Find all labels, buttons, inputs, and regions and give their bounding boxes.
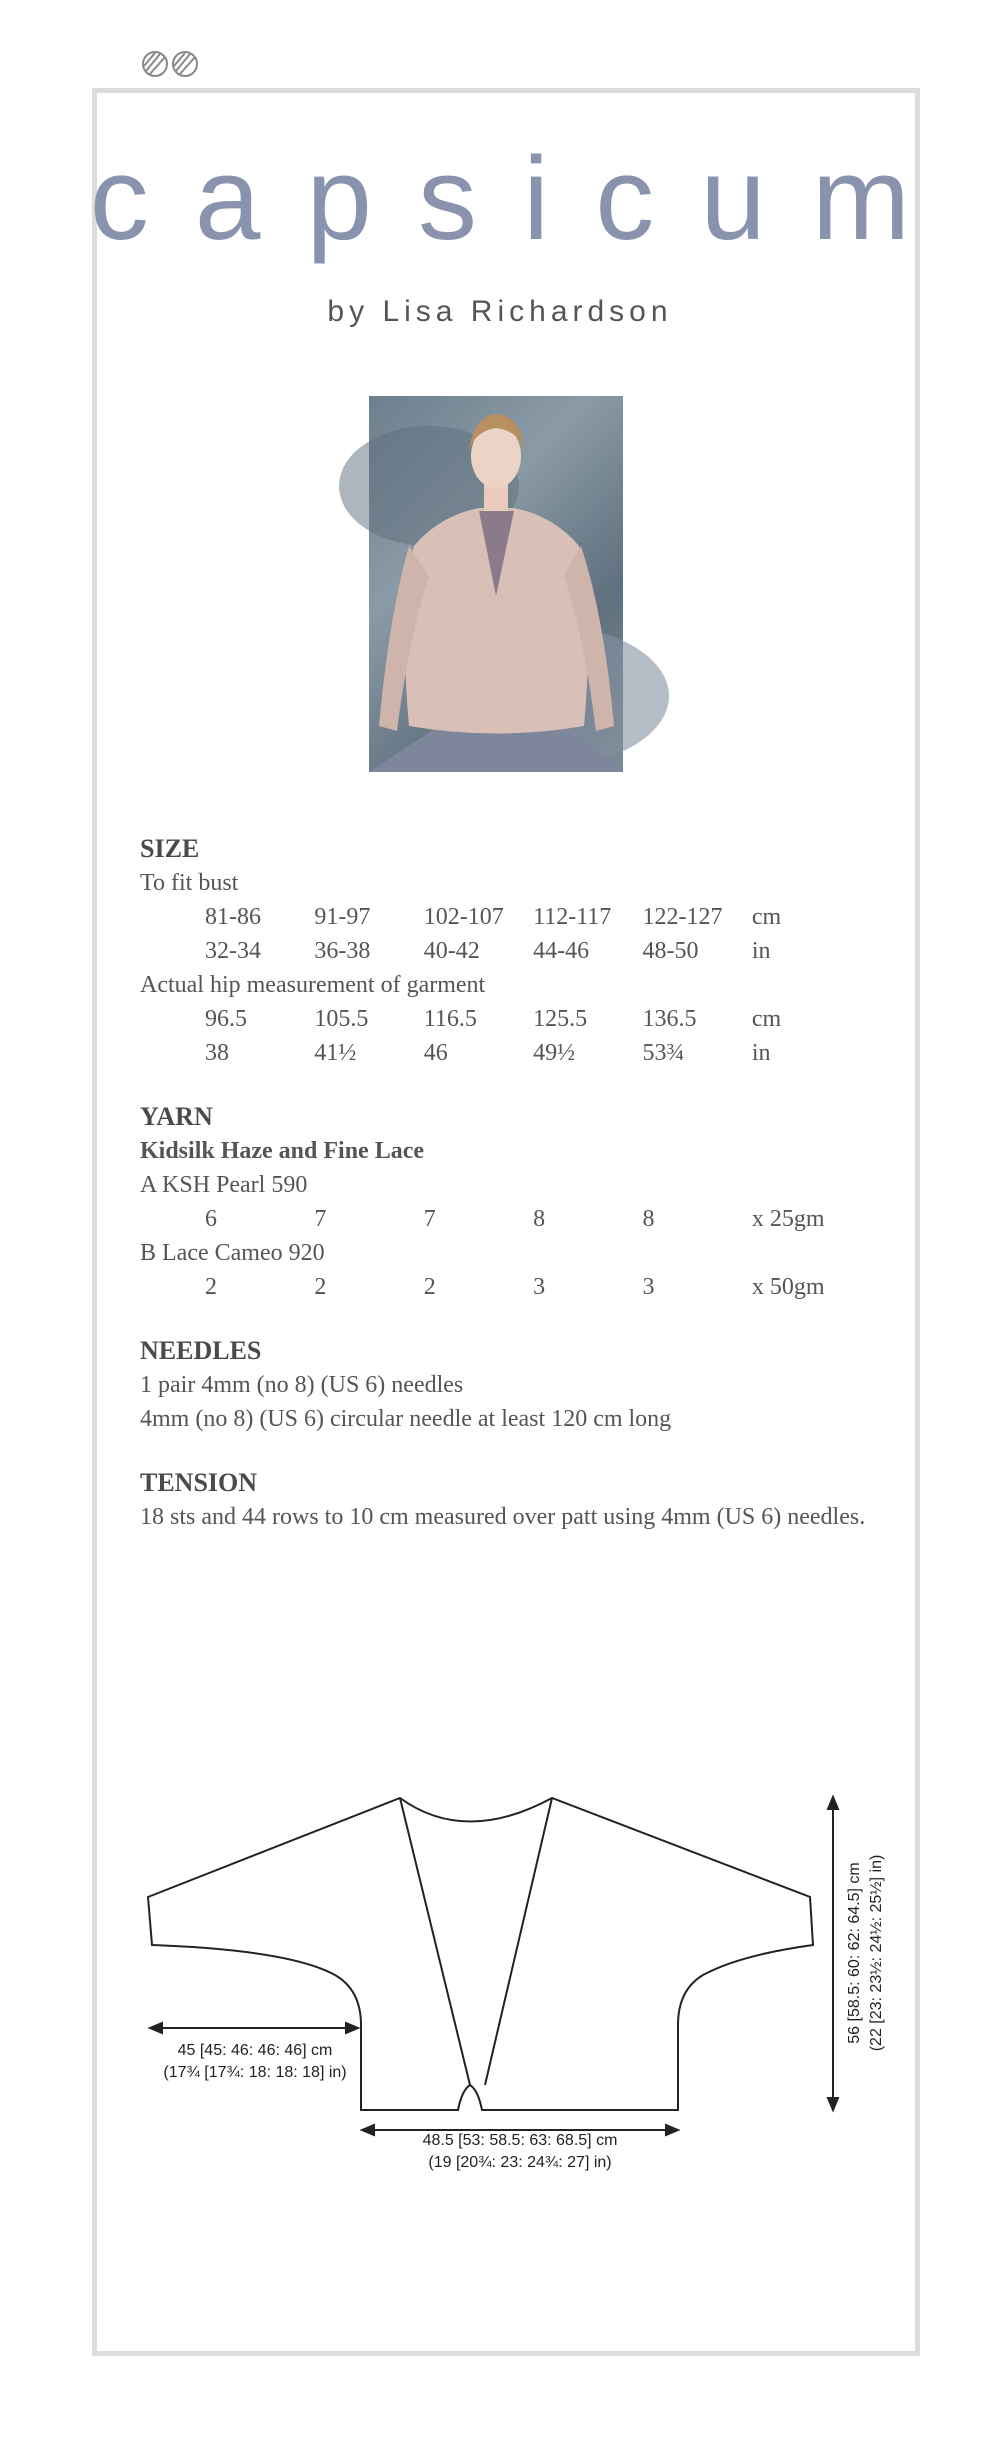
yarn-a-label: A KSH Pearl 590 (140, 1172, 308, 1198)
yarn-name: Kidsilk Haze and Fine Lace (140, 1138, 425, 1164)
size-value: 102-107 (423, 904, 504, 930)
size-value: 38 (205, 1040, 230, 1066)
width-dimension-in: (19 [20¾: 23: 24¾: 27] in) (428, 2154, 612, 2171)
size-value: 40-42 (423, 938, 480, 964)
size-value: 91-97 (314, 904, 371, 930)
yarn-qty: 8 (533, 1206, 546, 1232)
hip-cm-row (140, 1002, 870, 1036)
needles-line: 1 pair 4mm (no 8) (US 6) needles (140, 1372, 464, 1398)
size-value: 105.5 (314, 1006, 369, 1032)
yarn-qty: 2 (314, 1274, 327, 1300)
size-value: 125.5 (533, 1006, 588, 1032)
needles-line: 4mm (no 8) (US 6) circular needle at least 120 cm long (140, 1406, 672, 1432)
yarn-qty: 7 (423, 1206, 436, 1232)
size-value: 46 (423, 1040, 448, 1066)
yarn-a-row (140, 1202, 870, 1236)
yarn-qty: 3 (533, 1274, 546, 1300)
size-value: 32-34 (205, 938, 262, 964)
garment-schematic (130, 1785, 890, 2171)
unit-label: x 50gm (751, 1274, 825, 1300)
yarn-b-label: B Lace Cameo 920 (140, 1240, 325, 1266)
hip-in-row (140, 1036, 870, 1070)
tension-heading: TENSION (140, 1468, 258, 1497)
unit-label: in (751, 1040, 771, 1066)
size-value: 112-117 (533, 904, 612, 930)
size-value: 41½ (314, 1040, 357, 1066)
designer-byline: by Lisa Richardson (327, 295, 673, 328)
yarn-qty: 7 (314, 1206, 327, 1232)
yarn-ball-logo-icon (140, 49, 210, 79)
unit-label: cm (751, 904, 782, 930)
size-value: 96.5 (205, 1006, 248, 1032)
yarn-qty: 3 (642, 1274, 655, 1300)
yarn-qty: 6 (205, 1206, 218, 1232)
length-dimension-in: (22 [23: 23½: 24½: 25½] in) (868, 1854, 885, 2052)
pattern-title: capsicum (89, 133, 957, 265)
hip-label: Actual hip measurement of garment (140, 972, 486, 998)
needles-heading: NEEDLES (140, 1336, 262, 1365)
yarn-heading: YARN (140, 1102, 213, 1131)
size-heading: SIZE (140, 834, 200, 863)
size-value: 136.5 (642, 1006, 697, 1032)
unit-label: in (751, 938, 771, 964)
size-value: 49½ (533, 1040, 576, 1066)
model-photo (369, 396, 623, 772)
size-value: 48-50 (642, 938, 699, 964)
length-dimension-cm: 56 [58.5: 60: 62: 64.5] cm (846, 1862, 863, 2044)
bust-label: To fit bust (140, 870, 239, 896)
size-value: 122-127 (642, 904, 723, 930)
size-value: 44-46 (533, 938, 590, 964)
size-value: 36-38 (314, 938, 371, 964)
yarn-b-row (140, 1270, 870, 1304)
size-value: 81-86 (205, 904, 262, 930)
unit-label: cm (751, 1006, 782, 1032)
yarn-qty: 2 (423, 1274, 436, 1300)
size-value: 53¾ (642, 1040, 685, 1066)
yarn-qty: 2 (205, 1274, 218, 1300)
pattern-details (140, 832, 870, 1534)
bust-cm-row (140, 900, 870, 934)
unit-label: x 25gm (751, 1206, 825, 1232)
width-dimension-cm: 48.5 [53: 58.5: 63: 68.5] cm (422, 2132, 618, 2149)
sleeve-dimension-in: (17¾ [17¾: 18: 18: 18] in) (163, 2064, 347, 2081)
bust-in-row (140, 934, 870, 968)
tension-text: 18 sts and 44 rows to 10 cm measured over patt using 4mm (US 6) needles. (140, 1504, 866, 1530)
sleeve-dimension-cm: 45 [45: 46: 46: 46] cm (177, 2042, 333, 2059)
size-value: 116.5 (423, 1006, 477, 1032)
yarn-qty: 8 (642, 1206, 655, 1232)
